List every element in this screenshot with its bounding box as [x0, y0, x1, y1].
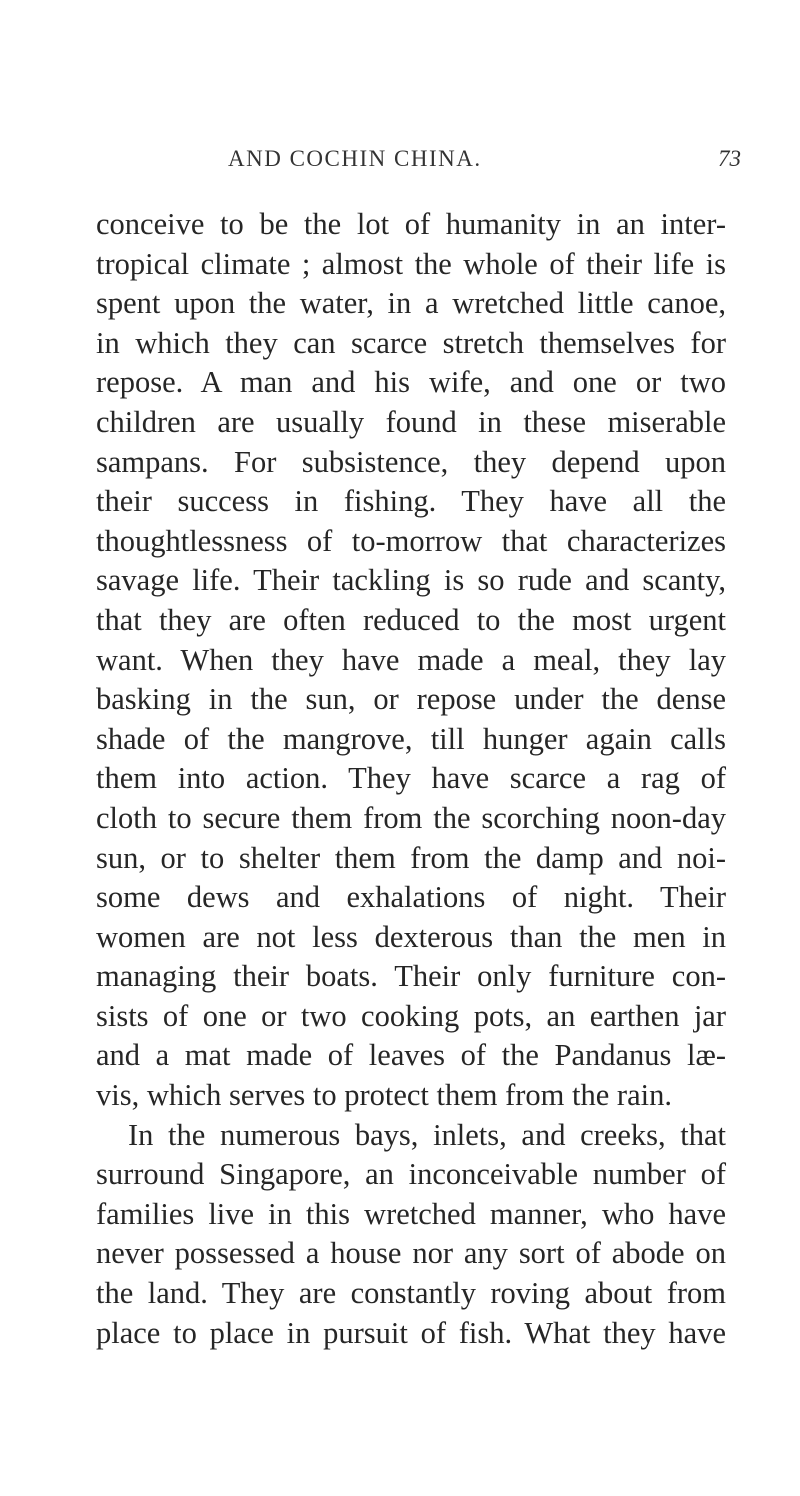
text-line: never possessed a house nor any sort of abode on [96, 1236, 726, 1271]
text-line: families live in this wretched manner, who have [96, 1196, 726, 1231]
text-line: that they are often reduced to the most urgent [96, 602, 726, 637]
text-line: thoughtlessness of to-morrow that characterizes [96, 523, 726, 558]
text-line: some dews and exhalations of night. Their [96, 880, 726, 915]
text-line: vis, which serves to protect them from the rain. [96, 1078, 672, 1113]
text-line: sampans. For subsistence, they depend upon [96, 444, 726, 479]
page-header [0, 146, 800, 176]
text-line: children are usually found in these miserable [96, 404, 726, 439]
text-line: spent upon the water, in a wretched little canoe, [96, 286, 726, 321]
text-line: in which they can scarce stretch themselves for [96, 325, 726, 360]
text-line: women are not less dexterous than the men in [96, 919, 726, 954]
text-line: sists of one or two cooking pots, an earthen jar [96, 998, 726, 1033]
running-head: AND COCHIN CHINA. [228, 146, 482, 171]
text-line: savage life. Their tackling is so rude and scanty, [96, 563, 726, 598]
text-line: cloth to secure them from the scorching noon-day [96, 800, 726, 835]
text-line: shade of the mangrove, till hunger again calls [96, 721, 726, 756]
text-line: the land. They are constantly roving about from [96, 1276, 726, 1311]
text-line: In the numerous bays, inlets, and creeks, that [128, 1117, 726, 1152]
text-line: repose. A man and his wife, and one or two [96, 365, 726, 400]
text-line: basking in the sun, or repose under the dense [96, 682, 726, 717]
text-line: want. When they have made a meal, they lay [96, 642, 726, 677]
text-line: tropical climate ; almost the whole of their life is [96, 246, 726, 281]
page-number: 73 [718, 146, 741, 171]
text-line: their success in fishing. They have all the [96, 484, 726, 519]
text-line: managing their boats. Their only furniture con- [96, 959, 726, 994]
text-line: surround Singapore, an inconceivable number of [96, 1157, 726, 1192]
text-line: them into action. They have scarce a rag of [96, 761, 726, 796]
text-line: and a mat made of leaves of the Pandanus læ- [96, 1038, 726, 1073]
body-text [96, 205, 726, 1353]
text-line: place to place in pursuit of fish. What they have [96, 1315, 726, 1350]
text-line: sun, or to shelter them from the damp and noi- [96, 840, 726, 875]
text-line: conceive to be the lot of humanity in an inter- [96, 207, 726, 241]
